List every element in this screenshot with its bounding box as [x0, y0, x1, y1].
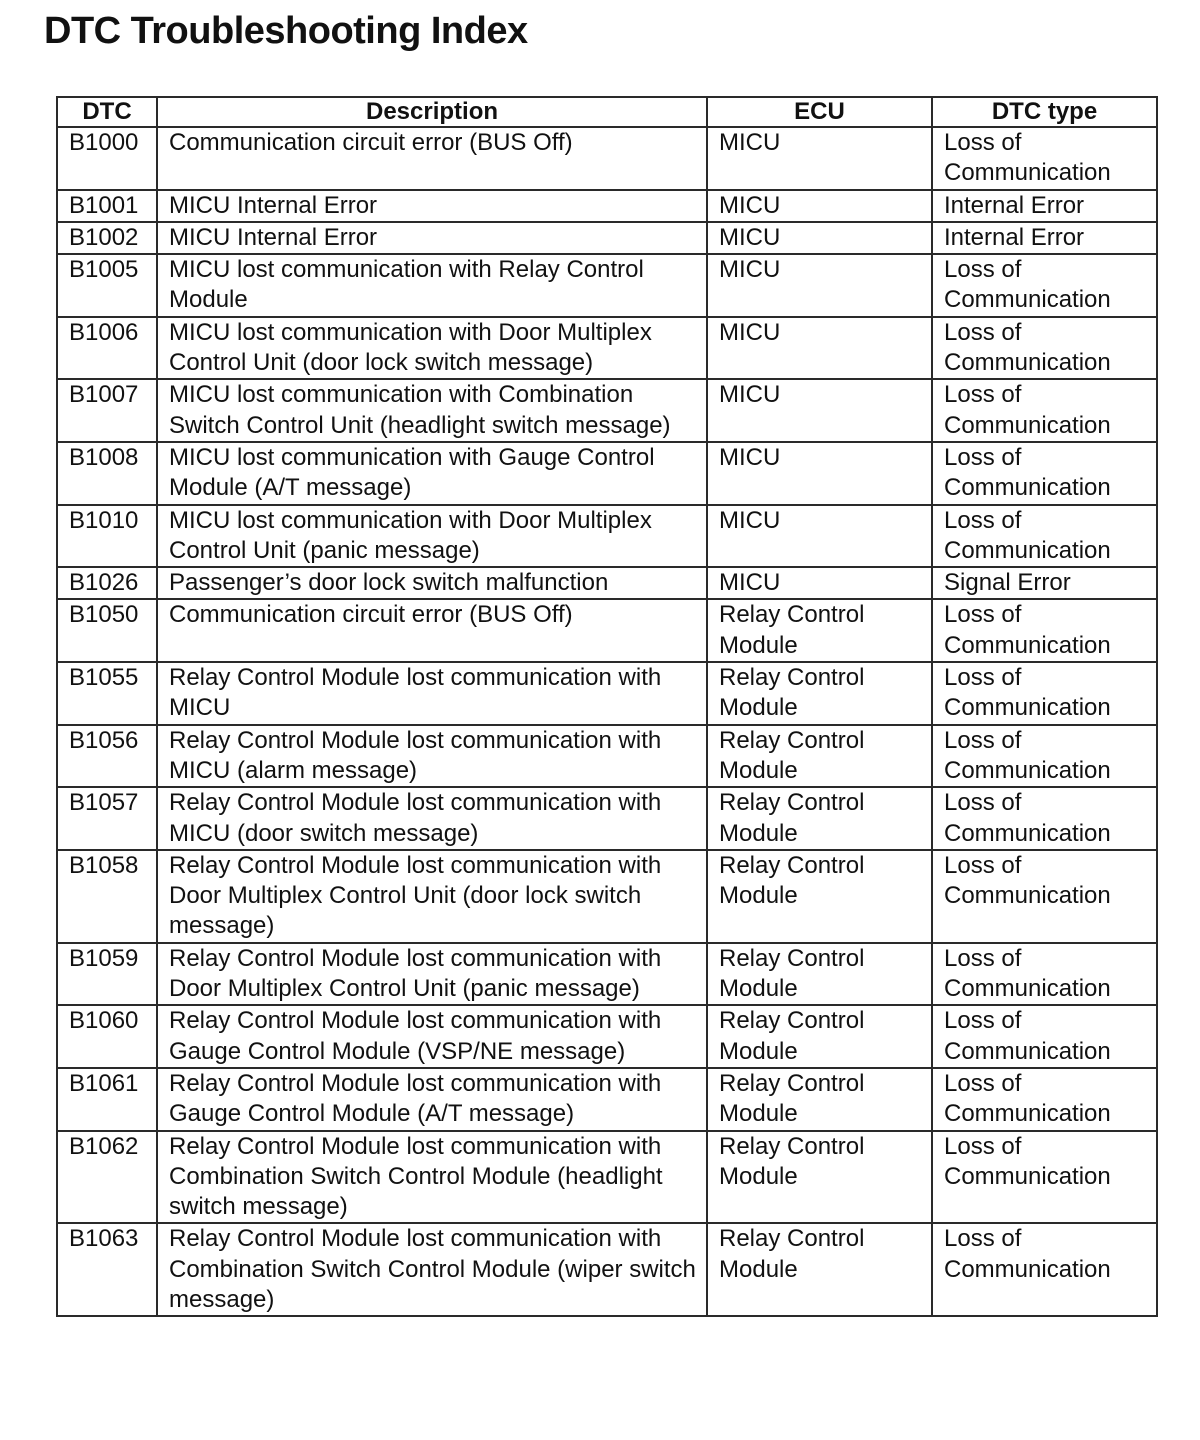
description-cell: Communication circuit error (BUS Off): [157, 599, 707, 662]
dtc-type-cell: Loss of Communication: [932, 254, 1157, 317]
description-cell: Relay Control Module lost communication with Combination Switch Control Module (wiper switch message): [157, 1223, 707, 1316]
description-cell: Relay Control Module lost communication with MICU (door switch message): [157, 787, 707, 850]
ecu-cell: Relay Control Module: [707, 943, 932, 1006]
description-cell: MICU lost communication with Door Multiplex Control Unit (panic message): [157, 505, 707, 568]
dtc-type-cell: Internal Error: [932, 222, 1157, 254]
dtc-code-cell: B1061: [57, 1068, 157, 1131]
dtc-code-cell: B1026: [57, 567, 157, 599]
table-header: [57, 97, 1157, 127]
ecu-cell: MICU: [707, 505, 932, 568]
table-row: [57, 505, 1157, 568]
ecu-cell: MICU: [707, 127, 932, 190]
dtc-type-cell: Loss of Communication: [932, 1223, 1157, 1316]
dtc-type-cell: Loss of Communication: [932, 787, 1157, 850]
table-row: [57, 567, 1157, 599]
dtc-code-cell: B1001: [57, 190, 157, 222]
dtc-code-cell: B1063: [57, 1223, 157, 1316]
ecu-cell: Relay Control Module: [707, 1131, 932, 1224]
description-cell: Relay Control Module lost communication with MICU: [157, 662, 707, 725]
dtc-type-cell: Loss of Communication: [932, 127, 1157, 190]
ecu-cell: Relay Control Module: [707, 787, 932, 850]
dtc-type-cell: Loss of Communication: [932, 943, 1157, 1006]
dtc-code-cell: B1057: [57, 787, 157, 850]
table-row: [57, 317, 1157, 380]
table-row: [57, 850, 1157, 943]
table-row: [57, 599, 1157, 662]
dtc-code-cell: B1000: [57, 127, 157, 190]
ecu-cell: MICU: [707, 317, 932, 380]
dtc-code-cell: B1060: [57, 1005, 157, 1068]
table-row: [57, 1068, 1157, 1131]
table-row: [57, 190, 1157, 222]
description-cell: MICU Internal Error: [157, 190, 707, 222]
dtc-type-cell: Internal Error: [932, 190, 1157, 222]
ecu-cell: Relay Control Module: [707, 662, 932, 725]
ecu-cell: MICU: [707, 190, 932, 222]
ecu-cell: MICU: [707, 567, 932, 599]
table-row: [57, 943, 1157, 1006]
dtc-code-cell: B1010: [57, 505, 157, 568]
dtc-type-cell: Loss of Communication: [932, 1068, 1157, 1131]
table-row: [57, 254, 1157, 317]
dtc-code-cell: B1058: [57, 850, 157, 943]
dtc-type-cell: Loss of Communication: [932, 317, 1157, 380]
table-row: [57, 442, 1157, 505]
description-cell: MICU lost communication with Combination Switch Control Unit (headlight switch message): [157, 379, 707, 442]
ecu-cell: Relay Control Module: [707, 1005, 932, 1068]
description-cell: Relay Control Module lost communication with Gauge Control Module (VSP/NE message): [157, 1005, 707, 1068]
table-row: [57, 1131, 1157, 1224]
table-row: [57, 787, 1157, 850]
ecu-cell: MICU: [707, 254, 932, 317]
header-dtc-type: DTC type: [932, 97, 1157, 127]
dtc-type-cell: Loss of Communication: [932, 379, 1157, 442]
dtc-code-cell: B1006: [57, 317, 157, 380]
ecu-cell: MICU: [707, 222, 932, 254]
table-row: [57, 1223, 1157, 1316]
dtc-type-cell: Loss of Communication: [932, 1131, 1157, 1224]
dtc-type-cell: Loss of Communication: [932, 599, 1157, 662]
dtc-code-cell: B1056: [57, 725, 157, 788]
ecu-cell: Relay Control Module: [707, 599, 932, 662]
description-cell: MICU lost communication with Door Multiplex Control Unit (door lock switch message): [157, 317, 707, 380]
dtc-type-cell: Loss of Communication: [932, 725, 1157, 788]
dtc-type-cell: Loss of Communication: [932, 1005, 1157, 1068]
ecu-cell: Relay Control Module: [707, 1223, 932, 1316]
description-cell: Relay Control Module lost communication with MICU (alarm message): [157, 725, 707, 788]
ecu-cell: MICU: [707, 442, 932, 505]
dtc-code-cell: B1002: [57, 222, 157, 254]
dtc-type-cell: Loss of Communication: [932, 850, 1157, 943]
description-cell: Relay Control Module lost communication with Combination Switch Control Module (headlight switch message): [157, 1131, 707, 1224]
header-ecu: ECU: [707, 97, 932, 127]
dtc-type-cell: Loss of Communication: [932, 442, 1157, 505]
description-cell: Relay Control Module lost communication with Door Multiplex Control Unit (panic message): [157, 943, 707, 1006]
table-body: [57, 127, 1157, 1316]
table-row: [57, 379, 1157, 442]
description-cell: Passenger’s door lock switch malfunction: [157, 567, 707, 599]
table-row: [57, 127, 1157, 190]
ecu-cell: Relay Control Module: [707, 1068, 932, 1131]
dtc-code-cell: B1007: [57, 379, 157, 442]
dtc-type-cell: Loss of Communication: [932, 505, 1157, 568]
description-cell: Relay Control Module lost communication with Gauge Control Module (A/T message): [157, 1068, 707, 1131]
ecu-cell: Relay Control Module: [707, 725, 932, 788]
page-title: DTC Troubleshooting Index: [44, 10, 528, 52]
description-cell: Relay Control Module lost communication with Door Multiplex Control Unit (door lock switch message): [157, 850, 707, 943]
dtc-code-cell: B1005: [57, 254, 157, 317]
header-dtc: DTC: [57, 97, 157, 127]
header-row: [57, 97, 1157, 127]
dtc-code-cell: B1062: [57, 1131, 157, 1224]
dtc-table: [56, 96, 1158, 1317]
table-row: [57, 725, 1157, 788]
header-description: Description: [157, 97, 707, 127]
ecu-cell: MICU: [707, 379, 932, 442]
dtc-code-cell: B1008: [57, 442, 157, 505]
table-row: [57, 662, 1157, 725]
description-cell: MICU lost communication with Relay Control Module: [157, 254, 707, 317]
dtc-type-cell: Signal Error: [932, 567, 1157, 599]
dtc-type-cell: Loss of Communication: [932, 662, 1157, 725]
dtc-code-cell: B1055: [57, 662, 157, 725]
description-cell: Communication circuit error (BUS Off): [157, 127, 707, 190]
table-row: [57, 1005, 1157, 1068]
description-cell: MICU Internal Error: [157, 222, 707, 254]
ecu-cell: Relay Control Module: [707, 850, 932, 943]
description-cell: MICU lost communication with Gauge Control Module (A/T message): [157, 442, 707, 505]
dtc-code-cell: B1059: [57, 943, 157, 1006]
table-row: [57, 222, 1157, 254]
dtc-code-cell: B1050: [57, 599, 157, 662]
